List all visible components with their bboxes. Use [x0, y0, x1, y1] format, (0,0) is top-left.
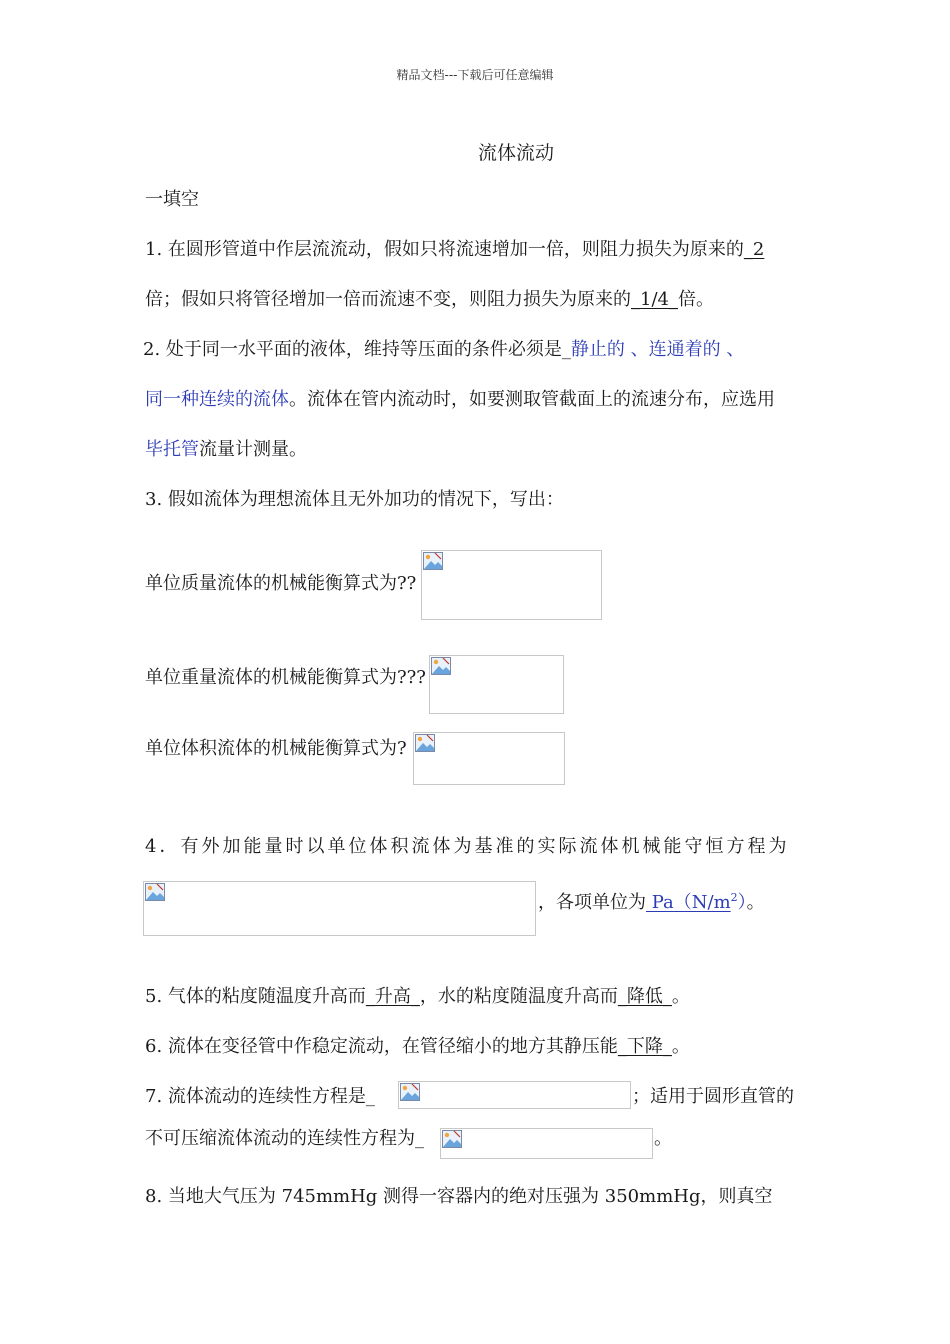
q4-line1: 4．有外加能量时以单位体积流体为基准的实际流体机械能守恒方程为 [145, 836, 790, 857]
q1-line2: 倍；假如只将管径增加一倍而流速不变，则阻力损失为原来的_1/4_倍。 [145, 289, 714, 310]
q5-line: 5. 气体的粘度随温度升高而_升高_，水的粘度随温度升高而_降低_。 [145, 986, 690, 1007]
q7-line1b: ；适用于圆形直管的 [632, 1086, 794, 1107]
q1-answer-2: _1/4_ [631, 289, 678, 310]
q7-line2b: 。 [654, 1128, 672, 1149]
q2-answer-3: 毕托管 [145, 439, 199, 460]
equation-image-mass [421, 550, 602, 620]
q1-answer-1: _2 [743, 239, 765, 260]
q5-answer-1: _升高_ [365, 986, 420, 1007]
broken-image-icon [145, 883, 165, 901]
broken-image-icon [442, 1130, 462, 1148]
q5-answer-2: _降低_ [617, 986, 672, 1007]
q8-line: 8. 当地大气压为 745mmHg 测得一容器内的绝对压强为 350mmHg，则真空 [145, 1186, 773, 1207]
q6-answer: _下降_ [617, 1036, 672, 1057]
broken-image-icon [415, 734, 435, 752]
equation-image-energy [143, 881, 536, 936]
section-heading: 一填空 [145, 189, 199, 210]
equation-image-weight [429, 655, 564, 714]
q6-line: 6. 流体在变径管中作稳定流动，在管径缩小的地方其静压能_下降_。 [145, 1036, 690, 1057]
q1-line1: 1. 在圆形管道中作层流流动，假如只将流速增加一倍，则阻力损失为原来的_2 [145, 239, 765, 260]
broken-image-icon [400, 1083, 420, 1101]
doc-title: 流体流动 [477, 142, 554, 164]
page-header: 精品文档---下载后可任意编辑 [396, 68, 554, 82]
broken-image-icon [423, 552, 443, 570]
q3-volume-label: 单位体积流体的机械能衡算式为? [145, 738, 407, 759]
equation-image-incompressible [440, 1128, 653, 1159]
q2-line2: 同一种连续的流体。流体在管内流动时，如要测取管截面上的流速分布，应选用 [145, 389, 775, 410]
q3-weight-label: 单位重量流体的机械能衡算式为??? [145, 667, 426, 688]
q7-line1a: 7. 流体流动的连续性方程是_ [145, 1086, 375, 1107]
q4-answer: $Pa(N/m^2)$ [646, 891, 747, 913]
q7-line2a: 不可压缩流体流动的连续性方程为_ [145, 1128, 424, 1149]
q4-units: ，各项单位为 $Pa(N/m^2)$。 [538, 891, 765, 913]
q2-line3: 毕托管流量计测量。 [145, 439, 307, 460]
broken-image-icon [431, 657, 451, 675]
q3-intro: 3. 假如流体为理想流体且无外加功的情况下，写出： [145, 489, 564, 510]
q2-answer-1: 静止的 、连通着的 、 [570, 339, 745, 360]
q2-line1: 2. 处于同一水平面的液体，维持等压面的条件必须是_静止的 、连通着的 、 [143, 339, 745, 360]
q3-mass-label: 单位质量流体的机械能衡算式为?? [145, 573, 417, 594]
equation-image-continuity [398, 1081, 631, 1109]
equation-image-volume [413, 732, 565, 785]
q2-answer-2: 同一种连续的流体 [145, 389, 289, 410]
